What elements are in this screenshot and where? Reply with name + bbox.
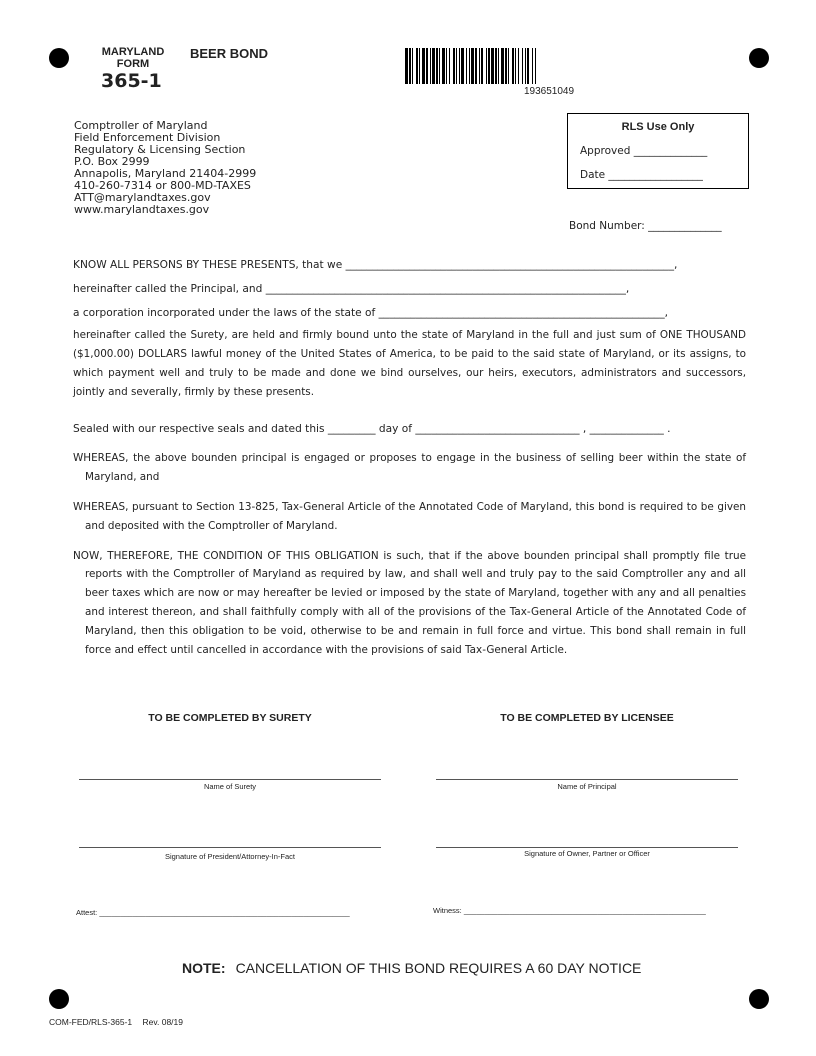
licensee-signature-caption: Signature of Owner, Partner or Officer xyxy=(524,849,650,858)
footer-form-code: COM-FED/RLS-365-1 xyxy=(49,1017,133,1027)
address-line: Comptroller of Maryland xyxy=(74,119,208,132)
licensee-signature-line[interactable] xyxy=(436,847,738,848)
rls-box-title: RLS Use Only xyxy=(621,121,695,133)
form-footer xyxy=(49,1017,183,1027)
address-line: Regulatory & Licensing Section xyxy=(74,143,246,156)
principal-name-caption: Name of Principal xyxy=(557,782,617,791)
comptroller-address xyxy=(74,120,374,216)
note-text: CANCELLATION OF THIS BOND REQUIRES A 60 DAY NOTICE xyxy=(235,960,642,976)
surety-section-heading: TO BE COMPLETED BY SURETY xyxy=(148,712,312,724)
surety-signature-caption: Signature of President/Attorney-In-Fact xyxy=(164,852,296,861)
note-label: NOTE: xyxy=(182,960,226,976)
surety-paragraph: hereinafter called the Surety, are held and firmly bound unto the state of Maryland in the full and just sum of ONE THOUSAND ($1,000.00) DOLLARS lawful money of the United States of America, to be paid to the said state of Maryland, or its assigns, to which payment well and truly to be made and done we bind ourselves, our heirs, executors, administrators and successors, jointly and severally, firmly by these presents. xyxy=(73,329,746,398)
condition-paragraph: NOW, THEREFORE, THE CONDITION OF THIS OBLIGATION is such, that if the above bounden principal shall promptly file true reports with the Comptroller of Maryland as required by law, and shall well and truly pay to the said Comptroller any and all beer taxes which are now or may hereafter be levied or imposed by the state of Maryland, together with any and all penalties and interest thereon, and shall faithfully comply with all of the provisions of the Tax-General Article of the Annotated Code of Maryland, then this obligation to be void, otherwise to be and remain in full force and virtue. This bond shall remain in full force and effect until cancelled in accordance with the provisions of said Tax-General Article. xyxy=(73,549,746,656)
licensee-section-heading: TO BE COMPLETED BY LICENSEE xyxy=(500,712,674,724)
surety-signature-line[interactable] xyxy=(79,847,381,848)
whereas-paragraph-2: WHEREAS, pursuant to Section 13-825, Tax-General Article of the Annotated Code of Maryland, this bond is required to be given and deposited with the Comptroller of Maryland. xyxy=(73,500,746,532)
sealed-date-line[interactable]: Sealed with our respective seals and dated this _________ day of _______________________________ , ______________ . xyxy=(73,422,671,435)
address-line: Annapolis, Maryland 21404-2999 xyxy=(74,167,257,180)
registration-dot-bottom-left xyxy=(49,989,69,1009)
rls-date-field[interactable]: Date __________________ xyxy=(580,169,703,181)
barcode-bars xyxy=(405,48,693,84)
address-line: 410-260-7314 or 800-MD-TAXES xyxy=(74,179,251,192)
address-line: www.marylandtaxes.gov xyxy=(74,203,210,216)
registration-dot-top-left xyxy=(49,48,69,68)
form-title: BEER BOND xyxy=(190,46,269,61)
barcode-number: 193651049 xyxy=(523,86,575,97)
surety-name-line[interactable] xyxy=(79,779,381,780)
bond-body xyxy=(73,256,746,659)
registration-dot-top-right xyxy=(749,48,769,68)
rls-use-only-box xyxy=(567,113,749,189)
cancellation-note xyxy=(182,960,641,976)
witness-field[interactable]: Witness: __________________________________________________________ xyxy=(433,906,706,915)
address-line: Field Enforcement Division xyxy=(74,131,221,144)
rls-approved-field[interactable]: Approved ______________ xyxy=(580,145,708,157)
form-label: FORM xyxy=(116,58,150,70)
form-number: 365-1 xyxy=(101,70,162,92)
registration-dot-bottom-right xyxy=(749,989,769,1009)
surety-name-caption: Name of Surety xyxy=(203,782,257,791)
barcode xyxy=(405,48,693,97)
principal-line[interactable]: hereinafter called the Principal, and ____________________________________________________________________, xyxy=(73,282,630,295)
principal-names-line[interactable]: KNOW ALL PERSONS BY THESE PRESENTS, that we ______________________________________________________________, xyxy=(73,259,678,271)
state-name: MARYLAND xyxy=(101,46,165,58)
address-line: ATT@marylandtaxes.gov xyxy=(74,191,211,204)
state-of-incorporation-line[interactable]: a corporation incorporated under the laws of the state of ______________________________________________________, xyxy=(73,306,669,319)
bond-number-field[interactable]: Bond Number: ______________ xyxy=(569,220,722,232)
attest-field[interactable]: Attest: ____________________________________________________________ xyxy=(76,908,350,917)
footer-revision: Rev. 08/19 xyxy=(142,1017,183,1027)
form-state-label xyxy=(94,46,172,70)
whereas-paragraph-1: WHEREAS, the above bounden principal is engaged or proposes to engage in the business of selling beer within the state of Maryland, and xyxy=(73,452,746,484)
barcode-bar xyxy=(536,48,537,84)
principal-name-line[interactable] xyxy=(436,779,738,780)
address-line: P.O. Box 2999 xyxy=(74,155,150,168)
